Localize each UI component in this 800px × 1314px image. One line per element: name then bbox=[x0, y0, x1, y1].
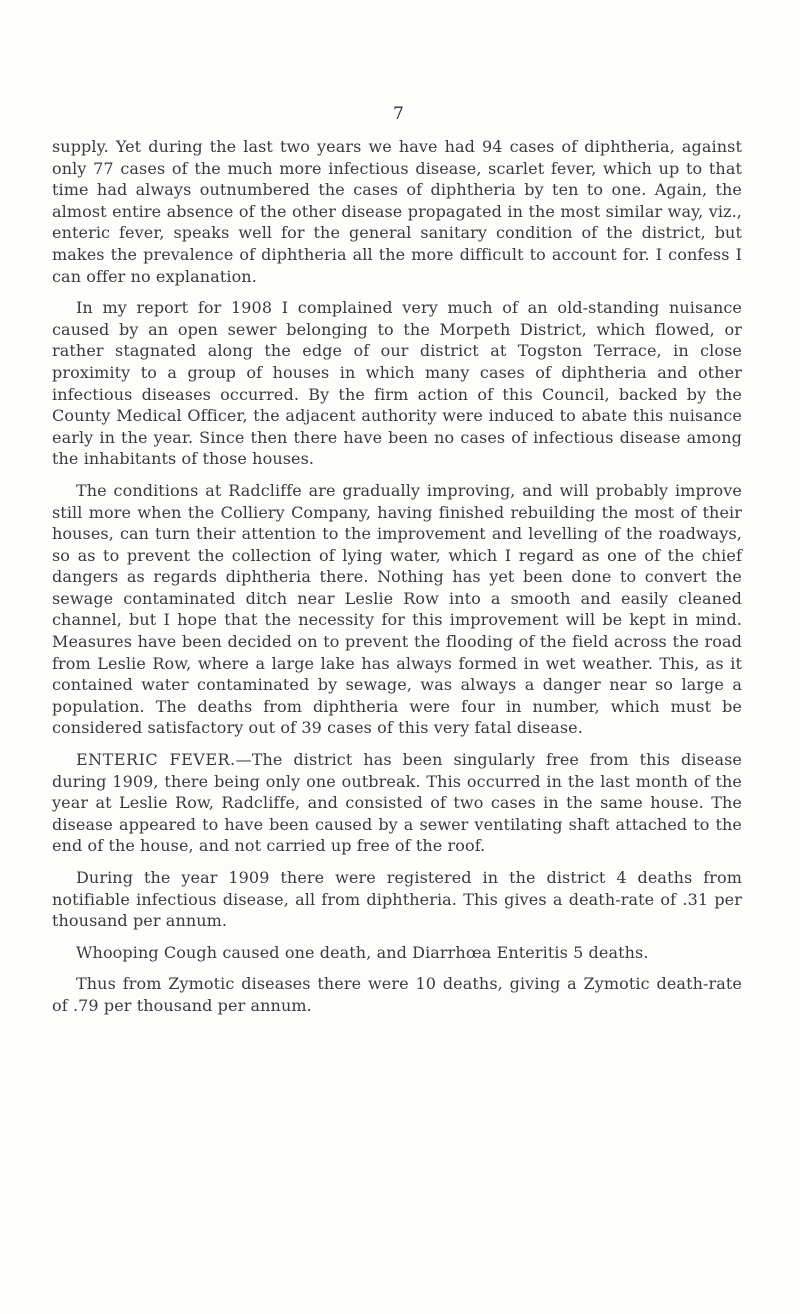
paragraph-open-sewer-nuisance: In my report for 1908 I complained very much of an old-standing nuisance caused by an open sewer belonging to the Morpeth District, which flowed, or rather stagnated along the edge of our district at Togston Terrace, in close proximity to a group of houses in which many cases of diphtheria and other infectious diseases occurred. By the firm action of this Council, backed by the County Medical Officer, the adjacent authority were induced to abate this nuisance early in the year. Since then there have been no cases of infectious disease among the inhabitants of those houses. bbox=[52, 298, 742, 469]
paragraph-diphtheria-cases: supply. Yet during the last two years we have had 94 cases of diphtheria, against only 77 cases of the much more infectious disease, scarlet fever, which up to that time had always outnumbered the cases of diphtheria by ten to one. Again, the almost entire absence of the other disease propagated in the most similar way, viz., enteric fever, speaks well for the general sanitary condition of the district, but makes the prevalence of diphtheria all the more difficult to account for. I confess I can offer no explanation. bbox=[52, 137, 742, 286]
paragraph-zymotic-death-rate: Thus from Zymotic diseases there were 10 deaths, giving a Zymotic death-rate of .79 per thousand per annum. bbox=[52, 974, 742, 1015]
paragraph-whooping-cough: Whooping Cough caused one death, and Diarrhœa Enteritis 5 deaths. bbox=[76, 942, 649, 962]
section-heading-enteric-fever: ENTERIC FEVER. bbox=[76, 750, 236, 770]
paragraph-radcliffe-conditions: The conditions at Radcliffe are gradually improving, and will probably improve still more when the Colliery Company, having finished rebuilding the most of their houses, can turn their attention to the improvement and levelling of the roadways, so as to prevent the collection of lying water, which I regard as one of the chief dangers as regards diphtheria there. Nothing has yet been done to convert the sewage contaminated ditch near Leslie Row into a smooth and easily cleaned channel, but I hope that the necessity for this improvement will be kept in mind. Measures have been decided on to prevent the flooding of the field across the road from Leslie Row, where a large lake has always formed in wet weather. This, as it contained water contaminated by sewage, was always a danger near so large a population. The deaths from diphtheria were four in number, which must be considered satisfactory out of 39 cases of this very fatal disease. bbox=[52, 480, 742, 738]
page-number: 7 bbox=[393, 104, 404, 124]
paragraph-enteric-fever-text: —The district has been singularly free from this disease during 1909, there being only one outbreak. This occurred in the last month of the year at Leslie Row, Radcliffe, and consisted of two cases in the same house. The disease appeared to have been caused by a sewer ventilating shaft attached to the end of the house, and not carried up free of the roof. bbox=[52, 750, 742, 856]
paragraph-enteric-fever bbox=[52, 749, 742, 857]
body-text bbox=[52, 136, 742, 1027]
paragraph-notifiable-deaths: During the year 1909 there were registered in the district 4 deaths from notifiable infectious disease, all from diphtheria. This gives a death-rate of .31 per thousand per annum. bbox=[52, 868, 742, 931]
